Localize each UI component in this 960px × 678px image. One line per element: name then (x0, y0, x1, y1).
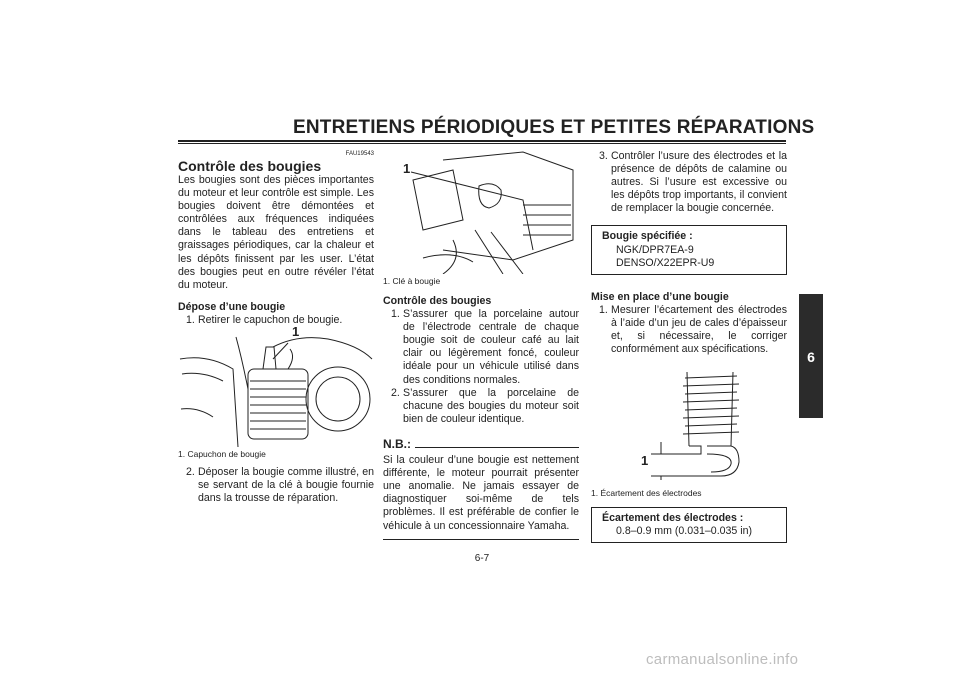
install-title: Mise en place d’une bougie (591, 290, 729, 303)
spec-value-ngk: NGK/DPR7EA-9 (616, 243, 694, 256)
step-number: 1. (186, 313, 195, 326)
step-text: Retirer le capuchon de bougie. (198, 313, 343, 326)
step-number: 3. (599, 150, 608, 162)
note-text: Si la couleur d’une bougie est nettement différente, le moteur pourrait présenter une anomalie. Ne jamais essayer de diagnostiquer soi-même de tels problèmes. Il est préférable de confier le véhicule à un concessionnaire Yamaha. (383, 454, 579, 532)
step-number: 2. (186, 466, 195, 479)
column-1 (178, 150, 374, 505)
step-text: Contrôler l’usure des électrodes et la présence de dépôts de calamine ou autres. Si l’usure est excessive ou les dépôts trop importants, il convient de remplacer la bougie concernée. (611, 150, 787, 215)
figure-callout: 1 (292, 324, 300, 340)
electrode-gap-figure (591, 372, 787, 480)
figure-callout: 1 (403, 161, 411, 176)
spec-value-denso: DENSO/X22EPR-U9 (616, 256, 715, 269)
spec-title: Écartement des électrodes : (602, 512, 744, 525)
removal-step-2 (178, 466, 374, 505)
section-code: FAU19543 (345, 151, 374, 157)
page-header-title: ENTRETIENS PÉRIODIQUES ET PETITES RÉPARATIONS (293, 117, 815, 138)
electrode-gap-spec-box (591, 507, 787, 543)
note-rule (415, 447, 579, 448)
install-step-1 (591, 304, 787, 356)
note-label: N.B.: (383, 436, 411, 451)
column-3 (591, 150, 787, 543)
section-title: Contrôle des bougies (178, 158, 322, 174)
check-step-3 (591, 150, 787, 215)
step-number: 1. (391, 308, 400, 321)
chapter-tab-number: 6 (807, 349, 815, 365)
header-rule-thin (178, 143, 786, 144)
step-number: 2. (391, 386, 400, 399)
spark-plug-spec-box (591, 225, 787, 274)
intro-paragraph: Les bougies sont des pièces importantes du moteur et leur contrôle est simple. Les bougies doivent être démontées et contrôlées aux fréquences indiquées dans le tableau des entretiens et graissages périodiques, car la chaleur et les dépôts finissent par les user. L’état des bougies peut en outre révéler l’état du moteur. (178, 174, 374, 291)
engine-cap-illustration (178, 329, 374, 447)
figure-callout: 1 (641, 453, 649, 469)
step-number: 1. (599, 303, 608, 316)
footer-watermark: carmanualsonline.info (646, 651, 799, 668)
header-rule (178, 140, 786, 142)
wrench-illustration (383, 150, 579, 274)
removal-title: Dépose d’une bougie (178, 300, 286, 313)
step-text: Mesurer l’écartement des électrodes à l’aide d’un jeu de cales d’épaisseur et, si nécessaire, le corriger conformément aux spécifications. (611, 303, 787, 356)
step-text: Déposer la bougie comme illustré, en se servant de la clé à bougie fournie dans la trousse de réparation. (198, 466, 374, 505)
note-header (383, 438, 579, 451)
check-title: Contrôle des bougies (383, 295, 492, 307)
check-step-1 (383, 308, 579, 387)
note-end-rule (383, 539, 579, 540)
figure-caption: 1. Capuchon de bougie (178, 449, 266, 460)
spark-plug-cap-figure (178, 324, 374, 447)
step-text: S’assurer que la porcelaine de chacune des bougies du moteur soit bien de couleur identique. (403, 386, 579, 425)
spec-value-gap: 0.8–0.9 mm (0.031–0.035 in) (616, 525, 753, 538)
column-2 (383, 150, 579, 540)
spark-plug-gap-illustration (591, 372, 787, 480)
figure-caption: 1. Clé à bougie (383, 276, 441, 286)
check-step-2 (383, 387, 579, 426)
spark-plug-wrench-figure (383, 150, 579, 274)
page-number: 6-7 (474, 553, 490, 564)
removal-step-1 (178, 314, 374, 327)
figure-caption: 1. Écartement des électrodes (591, 488, 702, 499)
step-text: S’assurer que la porcelaine autour de l’électrode centrale de chaque bougie soit de couleur café au lait clair ou légèrement foncé, couleur idéale pour un véhicule utilisé dans des conditions normales. (403, 308, 579, 386)
spec-title: Bougie spécifiée : (602, 230, 693, 243)
